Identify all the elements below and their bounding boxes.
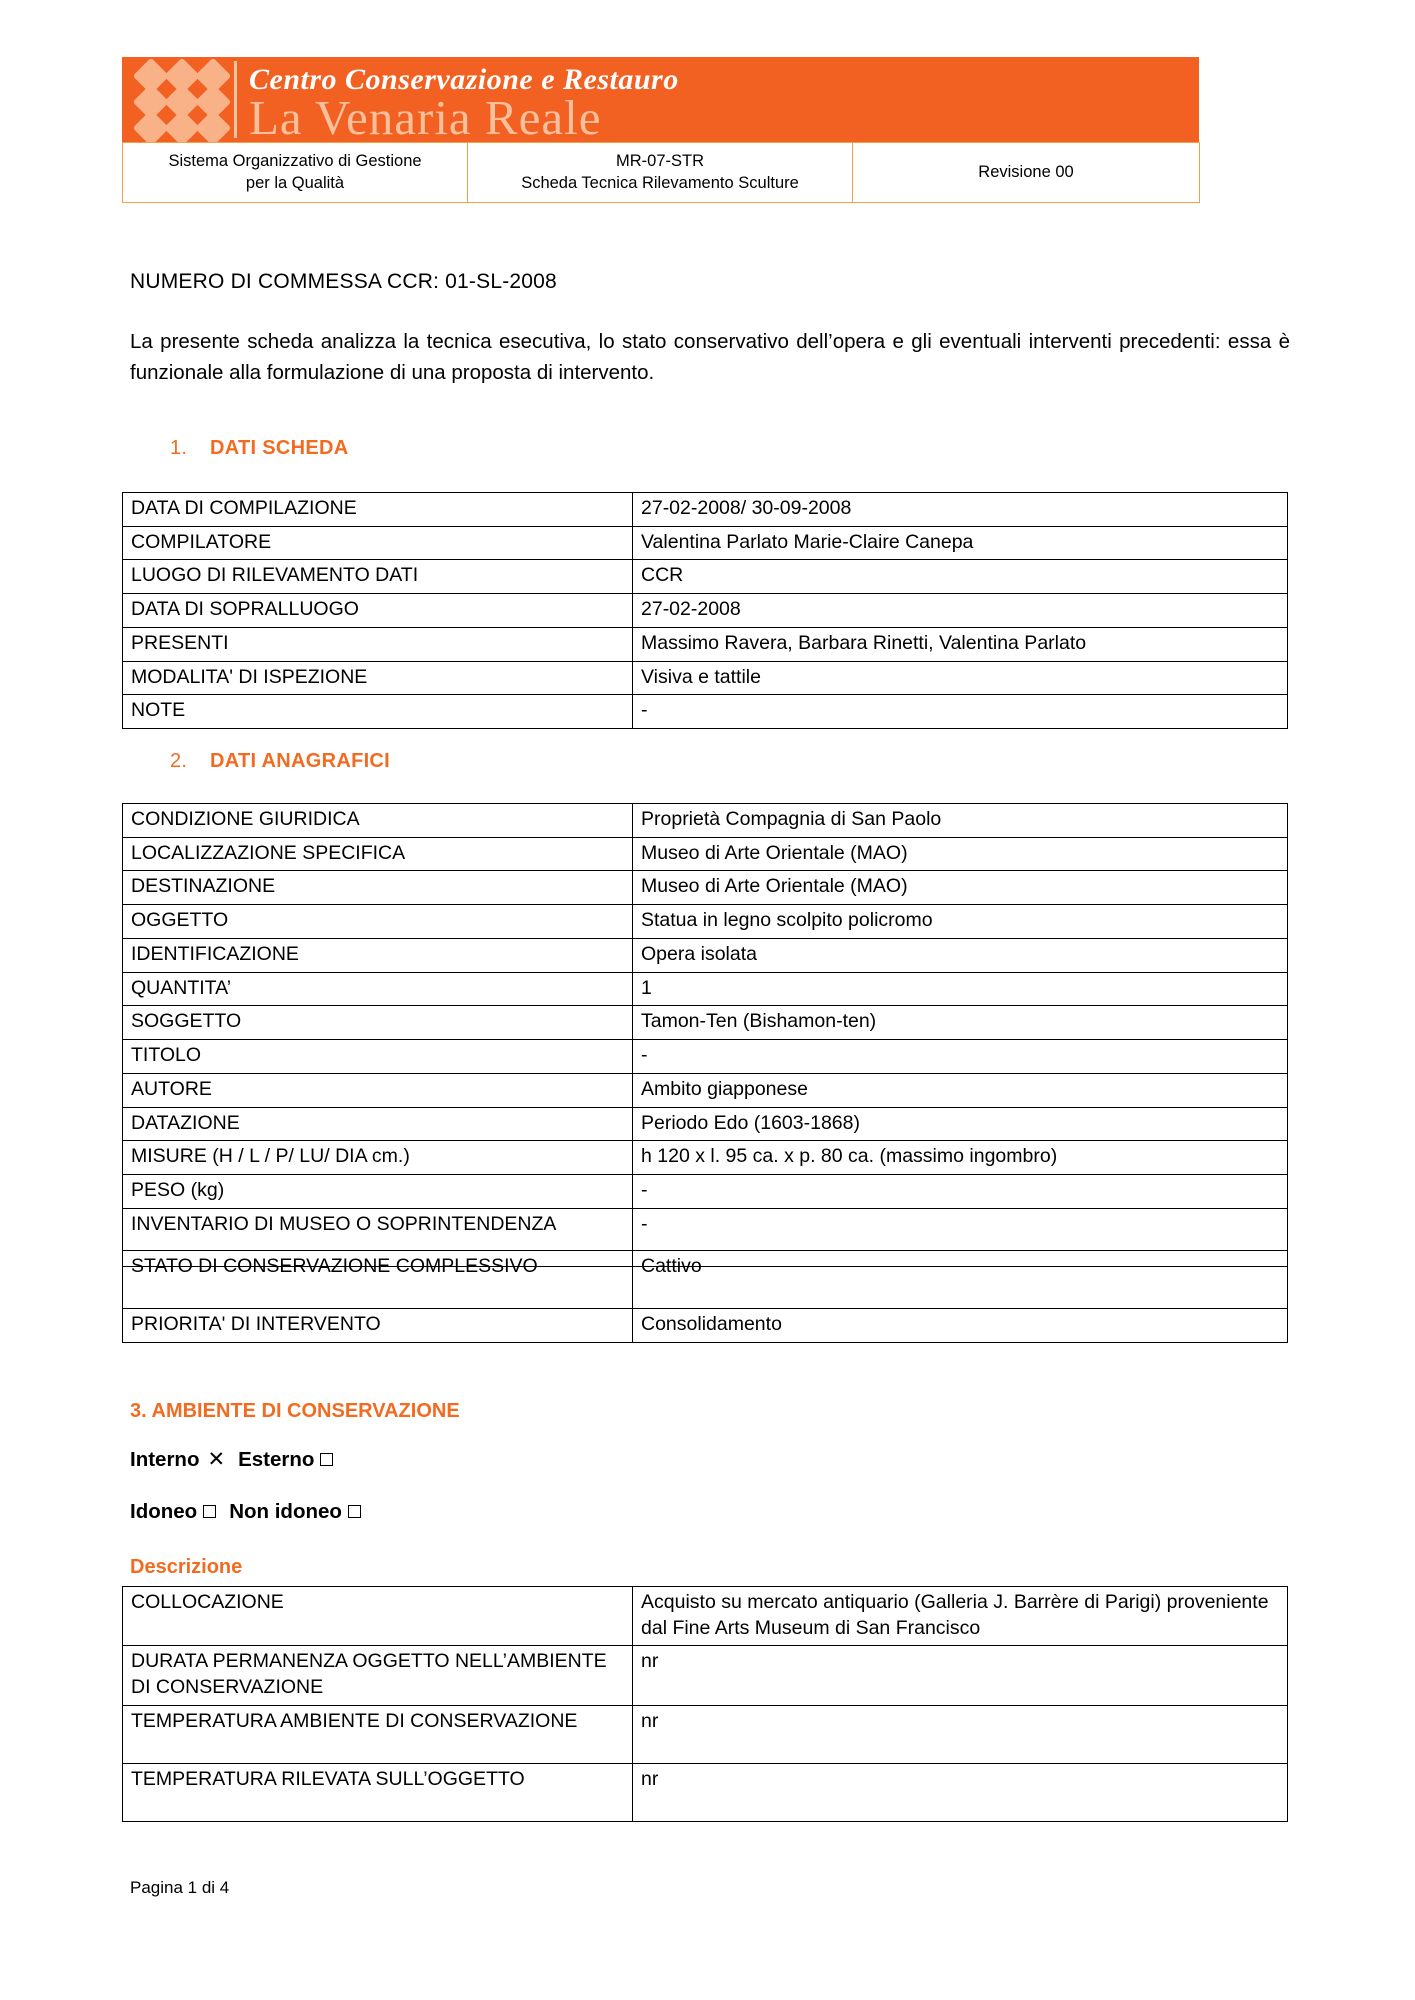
section-number: 1. <box>170 437 188 459</box>
row-key: IDENTIFICAZIONE <box>123 938 633 972</box>
row-key: LOCALIZZAZIONE SPECIFICA <box>123 837 633 871</box>
row-key: DATA DI SOPRALLUOGO <box>123 594 633 628</box>
ccr-logo-icon <box>122 57 232 142</box>
row-key: STATO DI CONSERVAZIONE COMPLESSIVO <box>123 1251 633 1309</box>
descrizione-heading: Descrizione <box>130 1556 243 1578</box>
logo-diamond-icon <box>194 110 231 142</box>
table-row <box>123 1646 1288 1705</box>
brand-subtitle: La Venaria Reale <box>249 90 602 142</box>
row-value: nr <box>633 1646 1288 1705</box>
header-doc-code: MR-07-STR <box>615 152 704 170</box>
row-value: Massimo Ravera, Barbara Rinetti, Valentina Parlato <box>633 627 1288 661</box>
row-key: DATAZIONE <box>123 1107 633 1141</box>
row-value: 27-02-2008/ 30-09-2008 <box>633 493 1288 527</box>
row-value: Tamon-Ten (Bishamon-ten) <box>633 1006 1288 1040</box>
stato-conservazione-table <box>122 1250 1288 1343</box>
row-key: DATA DI COMPILAZIONE <box>123 493 633 527</box>
brand-banner <box>122 57 1199 142</box>
table-row <box>123 972 1288 1006</box>
row-value: Proprietà Compagnia di San Paolo <box>633 804 1288 838</box>
header-cell-system <box>123 143 468 203</box>
section-heading-dati-anagrafici <box>170 750 390 773</box>
section-title: DATI ANAGRAFICI <box>210 750 391 772</box>
table-row <box>123 560 1288 594</box>
header-doc-title: Scheda Tecnica Rilevamento Sculture <box>521 174 799 193</box>
row-value: - <box>633 695 1288 729</box>
label-idoneo: Idoneo <box>130 1500 198 1523</box>
row-key: NOTE <box>123 695 633 729</box>
table-row <box>123 905 1288 939</box>
row-value: 1 <box>633 972 1288 1006</box>
table-row <box>123 1107 1288 1141</box>
row-key: COMPILATORE <box>123 526 633 560</box>
row-value: Museo di Arte Orientale (MAO) <box>633 837 1288 871</box>
row-key: OGGETTO <box>123 905 633 939</box>
row-value: Visiva e tattile <box>633 661 1288 695</box>
label-interno: Interno <box>130 1447 200 1471</box>
row-value: - <box>633 1175 1288 1209</box>
table-row <box>123 1705 1288 1763</box>
table-row <box>123 804 1288 838</box>
table-row <box>123 1309 1288 1343</box>
commessa-number: NUMERO DI COMMESSA CCR: 01-SL-2008 <box>130 270 557 293</box>
row-key: INVENTARIO DI MUSEO O SOPRINTENDENZA <box>123 1208 633 1266</box>
table-row <box>123 661 1288 695</box>
header-system-line2: per la Qualità <box>245 174 345 193</box>
table-row <box>123 938 1288 972</box>
row-key: TEMPERATURA AMBIENTE DI CONSERVAZIONE <box>123 1705 633 1763</box>
table-row <box>123 493 1288 527</box>
row-value: Cattivo <box>633 1251 1288 1309</box>
row-value: Consolidamento <box>633 1309 1288 1343</box>
row-key: DESTINAZIONE <box>123 871 633 905</box>
table-row <box>123 1040 1288 1074</box>
table-row <box>123 837 1288 871</box>
row-value: Statua in legno scolpito policromo <box>633 905 1288 939</box>
table-row <box>123 1175 1288 1209</box>
section-heading-dati-scheda <box>170 437 349 460</box>
row-key: MISURE (H / L / P/ LU/ DIA cm.) <box>123 1141 633 1175</box>
row-key: PESO (kg) <box>123 1175 633 1209</box>
row-value: Valentina Parlato Marie-Claire Canepa <box>633 526 1288 560</box>
label-non-idoneo: Non idoneo <box>229 1500 342 1523</box>
header-system-line1: Sistema Organizzativo di Gestione <box>168 152 422 170</box>
section-title: DATI SCHEDA <box>210 437 349 459</box>
dati-scheda-table <box>122 492 1288 729</box>
ambiente-descrizione-table <box>122 1586 1288 1822</box>
row-value: h 120 x l. 95 ca. x p. 80 ca. (massimo ingombro) <box>633 1141 1288 1175</box>
checkbox-idoneo[interactable] <box>203 1505 216 1518</box>
row-key: CONDIZIONE GIURIDICA <box>123 804 633 838</box>
row-key: TEMPERATURA RILEVATA SULL’OGGETTO <box>123 1763 633 1821</box>
row-key: SOGGETTO <box>123 1006 633 1040</box>
row-key: TITOLO <box>123 1040 633 1074</box>
table-row <box>123 1141 1288 1175</box>
row-key: LUOGO DI RILEVAMENTO DATI <box>123 560 633 594</box>
table-row <box>123 1251 1288 1309</box>
table-row <box>123 526 1288 560</box>
row-value: Opera isolata <box>633 938 1288 972</box>
checkbox-non-idoneo[interactable] <box>348 1505 361 1518</box>
brand-text <box>249 57 1199 142</box>
row-value: - <box>633 1040 1288 1074</box>
checkbox-esterno[interactable] <box>320 1453 333 1466</box>
section-number: 2. <box>170 750 188 772</box>
checkbox-row-interno-esterno <box>130 1447 337 1472</box>
row-value: - <box>633 1208 1288 1266</box>
row-key: DURATA PERMANENZA OGGETTO NELL’AMBIENTE DI CONSERVAZIONE <box>123 1646 633 1705</box>
row-value: Museo di Arte Orientale (MAO) <box>633 871 1288 905</box>
row-value: Acquisto su mercato antiquario (Galleria J. Barrère di Parigi) proveniente dal Fine Arts Museum di San Francisco <box>633 1587 1288 1646</box>
table-row <box>123 871 1288 905</box>
table-row <box>123 695 1288 729</box>
interno-checked-mark[interactable]: ✕ <box>207 1448 226 1471</box>
page-footer: Pagina 1 di 4 <box>130 1878 230 1897</box>
table-row <box>123 1587 1288 1646</box>
row-key: PRESENTI <box>123 627 633 661</box>
row-value: Ambito giapponese <box>633 1073 1288 1107</box>
table-row <box>123 627 1288 661</box>
table-row <box>123 1073 1288 1107</box>
row-value: CCR <box>633 560 1288 594</box>
logo-diamond-icon <box>164 110 201 142</box>
header-info-table <box>122 142 1200 203</box>
header-cell-doccode <box>468 143 853 203</box>
intro-paragraph: La presente scheda analizza la tecnica esecutiva, lo stato conservativo dell’opera e gli eventuali interventi precedenti: essa è funzionale alla formulazione di una proposta di intervento. <box>130 330 1290 384</box>
section-heading-ambiente: 3. AMBIENTE DI CONSERVAZIONE <box>130 1400 460 1422</box>
header-cell-revision: Revisione 00 <box>853 143 1200 203</box>
row-value: Periodo Edo (1603-1868) <box>633 1107 1288 1141</box>
document-header <box>122 57 1199 203</box>
checkbox-row-idoneo <box>130 1500 365 1524</box>
dati-anagrafici-table <box>122 803 1288 1267</box>
row-value: 27-02-2008 <box>633 594 1288 628</box>
table-row <box>123 1763 1288 1821</box>
label-esterno: Esterno <box>238 1447 315 1471</box>
row-key: QUANTITA’ <box>123 972 633 1006</box>
row-key: AUTORE <box>123 1073 633 1107</box>
table-row <box>123 143 1200 203</box>
row-key: COLLOCAZIONE <box>123 1587 633 1646</box>
table-row <box>123 1006 1288 1040</box>
brand-title: Centro Conservazione e Restauro <box>249 63 679 96</box>
row-value: nr <box>633 1763 1288 1821</box>
row-key: PRIORITA' DI INTERVENTO <box>123 1309 633 1343</box>
table-row <box>123 594 1288 628</box>
row-value: nr <box>633 1705 1288 1763</box>
logo-divider <box>234 61 237 138</box>
row-key: MODALITA' DI ISPEZIONE <box>123 661 633 695</box>
